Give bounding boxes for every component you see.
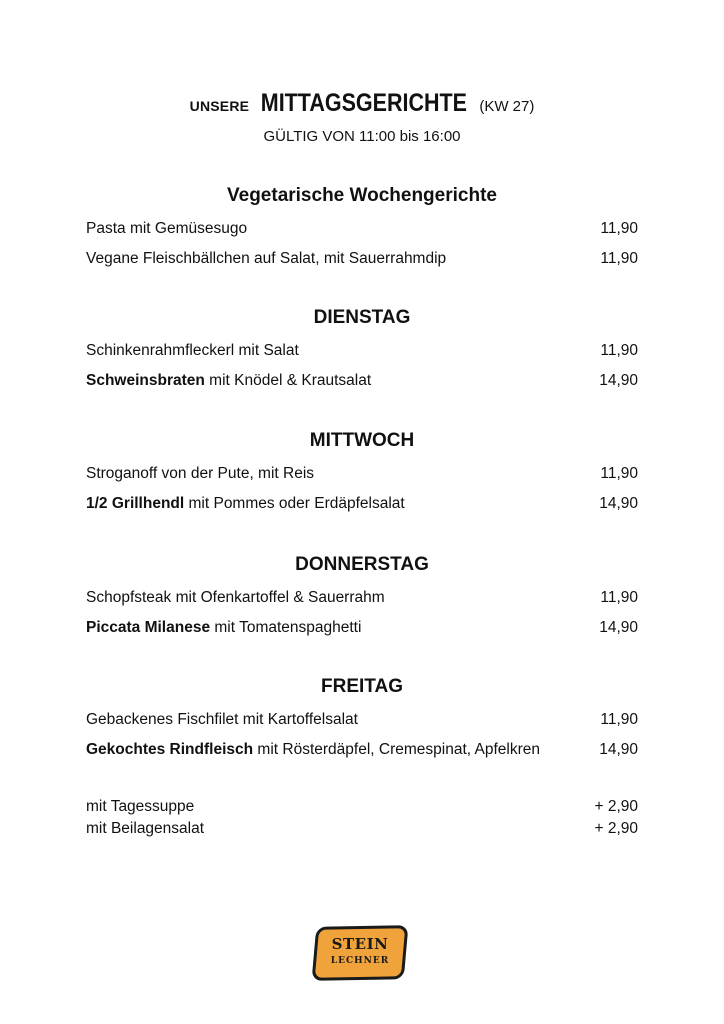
menu-item [86,244,638,274]
section-vegetarian [86,184,638,274]
logo-line1: STEIN [331,935,389,953]
dish-price: 14,90 [599,372,638,389]
section-freitag [86,675,638,765]
menu-item [86,489,638,519]
section-mittwoch [86,429,638,519]
dish-name: Gebackenes Fischfilet mit Kartoffelsalat [86,711,358,728]
section-title: DIENSTAG [313,307,411,328]
dish-name: Vegane Fleischbällchen auf Salat, mit Sauerrahmdip [86,250,447,267]
dish-name: Schweinsbraten mit Knödel & Krautsalat [86,372,372,389]
section-title: MITTWOCH [309,430,415,451]
menu-item [86,613,638,643]
title-main: MITTAGSGERICHTE [261,89,468,117]
menu-item [86,366,638,396]
menu-header [0,86,724,148]
dish-name: 1/2 Grillhendl mit Pommes oder Erdäpfelsalat [86,495,405,512]
title-prefix: UNSERE [189,98,250,114]
page-title [0,86,724,124]
extra-price: + 2,90 [594,820,638,837]
dish-name: Piccata Milanese mit Tomatenspaghetti [86,619,362,636]
logo-line2: LECHNER [330,956,390,966]
dish-name: Gekochtes Rindfleisch mit Rösterdäpfel, Cremespinat, Apfelkren [86,741,540,758]
section-dienstag [86,306,638,396]
menu-item [86,336,638,366]
extra-price: + 2,90 [594,798,638,815]
title-week: (KW 27) [479,98,535,115]
extra-name: mit Tagessuppe [86,798,195,815]
section-title: Vegetarische Wochengerichte [227,185,497,206]
dish-name: Stroganoff von der Pute, mit Reis [86,465,315,482]
section-donnerstag [86,553,638,643]
extra-item [86,818,638,840]
dish-price: 14,90 [599,619,638,636]
logo-badge [312,925,409,981]
section-title: DONNERSTAG [295,554,429,575]
section-title: FREITAG [321,676,403,697]
menu-item [86,735,638,765]
dish-price: 11,90 [600,589,638,606]
dish-price: 11,90 [600,220,638,237]
menu-item [86,583,638,613]
menu-item [86,459,638,489]
extra-item [86,796,638,818]
extras-list [86,796,638,840]
dish-price: 11,90 [600,342,638,359]
dish-price: 11,90 [600,711,638,728]
dish-name: Schopfsteak mit Ofenkartoffel & Sauerrahm [86,589,385,606]
dish-price: 14,90 [599,741,638,758]
validity-hours: GÜLTIG VON 11:00 bis 16:00 [263,128,461,145]
dish-price: 11,90 [600,250,638,267]
brand-logo [314,926,412,984]
dish-price: 11,90 [600,465,638,482]
extra-name: mit Beilagensalat [86,820,205,837]
dish-price: 14,90 [599,495,638,512]
dish-name: Schinkenrahmfleckerl mit Salat [86,342,299,359]
menu-item [86,705,638,735]
dish-name: Pasta mit Gemüsesugo [86,220,248,237]
menu-item [86,214,638,244]
